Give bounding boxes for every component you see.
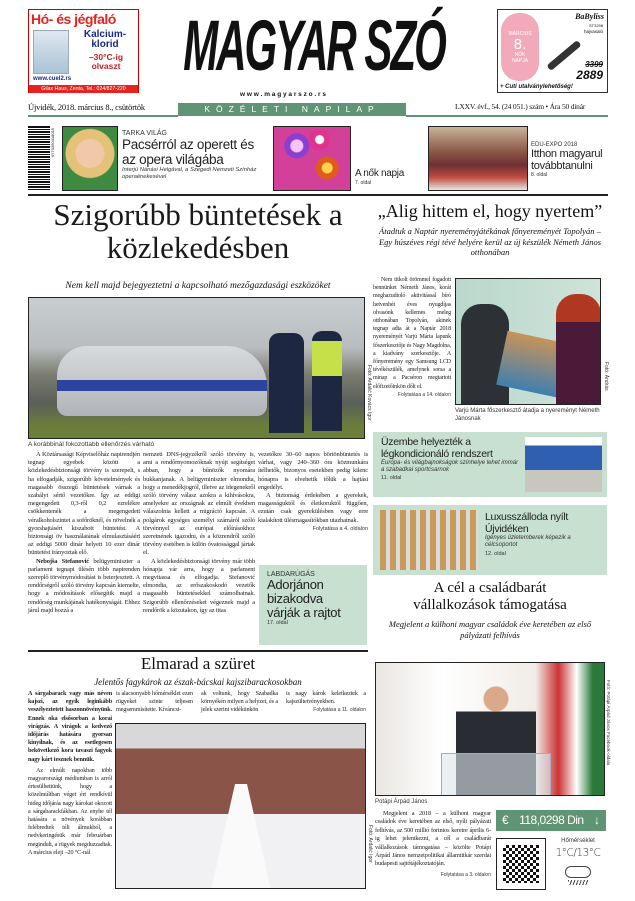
podium — [441, 753, 551, 796]
lead-headline[interactable]: Szigorúbb büntetések a közlekedésben — [53, 197, 343, 265]
prize-photo[interactable] — [455, 278, 601, 405]
website-url[interactable]: w w w . m a g y a r s z o . r s — [240, 91, 326, 98]
prize-subtitle: Átadtuk a Naptár nyereményjátékának főnyereményét Topolyán – Egy húszéves régi tévé helyére kerül az új készülék Németh János otthonában — [378, 226, 602, 257]
lead-col-2: nemzeti DNS-jegyzékről szóló törvény is, ami a rendőrnyomozóknak nyújt segítséget abban, hogy a bűnözők nyomára bukkanjanak. A belügyminiszter elmondta, hogy a menedékjogról, illetve az idegenekről szóló törvény válasz azokra a kihívásokra, amelyekre az országnak az elmúlt években válaszolnia kellett a migráció kapcsán. A polgárok egységes személyi számáról szóló törvénnyel az európai előírásokhoz szeretnének igazodni, és a közrendről szóló törvény esetében is külön óvatossággal jártak el. A közlekedésbiztonsági törvény már több hónapja vár arra, hogy a parlament megvitassa és elfogadja. Stefanović elmondta, az erőszakoskodó vezetők magasabb büntetésekkel számolhatnak. Szigorúbb ellenőrzéseket végeznek majd a rendőrök a közutakon, így az ittas — [143, 451, 255, 614]
ad-note: hajvasaló — [583, 29, 603, 34]
harvest-col-2: is alacsonyabb hőmérséklet ezen rügyeket szinte teljesen megsemmisítette. Kíváncsi- — [116, 690, 193, 714]
issue-info: LXXV. évf., 54. (24 051.) szám • Ára 50 dinár — [455, 102, 586, 111]
family-body: Megjelent a 2018 – a külhoni magyar családok éve keretében az első, nyílt pályázati felhívás, az 500 millió forintos keretre április 6-ig lehet jelentkezni, a cél a családbarát vállalkozások támogatása – közölte Potápi Árpád János nemzetpolitikai államtitkár szerdai budapesti sajtótájékoztatóján. Folytatása a 3. oldalon — [375, 810, 491, 878]
temperature: 1°C/13°C — [555, 847, 601, 859]
sport-box[interactable]: LABDARÚGÁS Adorjánon bizakodva várják a rajtot 17. oldal — [259, 565, 367, 645]
ad-model: ST3298 — [588, 23, 603, 28]
green-rule-right — [406, 115, 608, 117]
ad-title: Hó- és jégfaló — [31, 11, 116, 27]
harvest-subtitle: Jelentős fagykárok az észak-bácskai kajszibarackosokban — [94, 677, 302, 687]
lead-subtitle: Nem kell majd bejegyeztetni a kapcsolható mezőgazdasági eszközöket — [65, 281, 331, 291]
ad-product: Kalcium-klorid — [83, 29, 127, 50]
new-price: 2889 — [576, 68, 603, 82]
old-price: 3399 — [585, 60, 603, 69]
teaser-photo-singer[interactable] — [62, 126, 118, 191]
womens-day-badge: MÁRCIUS 8. NŐK NAPJA — [501, 13, 539, 81]
harvest-col-1: A sárgabarack vagy más néven kajszi, az egyik leginkább veszélyeztetett haszonnövényünk. Ennek oka elsősorban a korai virágzás. A virágok a kedvező időjárás hatására gyorsan kinyílnak, és az esetlegesen bekövetkező kora tavaszi fagyok nagy kárt tesznek bennük. Az elmúlt napokban több magyarországi médiumban is arról értesülhettünk, hogy a közelmúltban véget ért rendkívül hideg időjárás nagy károkat okozott a sárgabarackfákban. Az enyhe tél hatására a növények korábban felébredtek téli álmukból, a nedvkeringésük már februárban megindult, a rügyek megduzzadtak. A március eleji –20 °C-nál — [28, 690, 112, 856]
teaser-edu-expo[interactable]: EDU-EXPO 2018 Itthon magyarul továbbtanulni 8. oldal — [531, 142, 603, 178]
harvest-headline[interactable]: Elmarad a szüret — [140, 654, 256, 673]
box-luxury-hotel[interactable]: Luxusszálloda nyílt Újvidéken Igényes üzletemberek képezik a célcsoportot 12. oldal — [373, 505, 607, 575]
hotel-photo — [380, 510, 478, 570]
prize-headline[interactable]: „Alig hittem el, hogy nyertem” — [377, 201, 603, 221]
ad-calcium-chloride[interactable] — [28, 9, 139, 93]
sports-hall-photo — [525, 437, 602, 492]
prize-body: Nem titkolt örömmel fogadott bennünket Németh János, korát meghazudtoló aktivitással bíró hetvenhét éves nyugdíjas olvasónk kellemes meleg otthonában Topolyán, akinek tegnap adta át a Naptár 2018 nyereményét Varjú Márta lapunk főszerkesztője és Nagy Magdolna, a kiadvány szerkesztője. A főnyeremény egy Samsung LCD tévékészülék, amelynek sorsa a minap a Pacséron megtartott előfizetőinkön dőlt el. Folytatása a 14. oldalon — [373, 277, 451, 398]
harvest-col-3: ak voltunk, hogy Szabadka környékén milyen a helyzet, és a jelek szerint vidékünkön — [201, 690, 278, 714]
rain-drops-icon — [568, 880, 588, 885]
teaser-photo-expo[interactable] — [428, 126, 528, 191]
box-air-conditioning[interactable]: Üzembe helyezték a légkondicionáló rendszert Európa- és világbajnokságok színhelye lehet immár a szabadkai sportcsarnok 11. oldal — [373, 432, 607, 497]
ad-babyliss[interactable] — [497, 9, 608, 93]
lead-caption: A korábbinál fokozottabb ellenőrzés várható — [28, 441, 155, 448]
snowy-path — [211, 784, 271, 889]
barcode-number: 9770350418015 — [50, 128, 55, 157]
prize-caption: Varjú Márta főszerkesztő átadja a nyereményt Németh Jánosnak — [455, 408, 600, 422]
prize-photo-credit: Fotó: Ándrás — [603, 362, 609, 391]
exchange-rate-widget — [496, 810, 606, 831]
exchange-rate: 118,0298 Din — [519, 813, 584, 827]
tagline-bar: KÖZÉLETI NAPILAP — [178, 103, 406, 116]
rain-cloud-icon — [565, 866, 591, 878]
ad-address: Gilax Haus, Zenta, Tel.: 024/827-220 — [29, 85, 138, 93]
family-caption: Potápi Árpád János — [375, 799, 428, 805]
teaser-womens-day[interactable]: A nők napja 7. oldal — [355, 168, 404, 186]
ad-footer: + Cuti utalványlehetőség! — [500, 84, 573, 90]
arrow-down-icon: ↓ — [594, 813, 600, 827]
lead-photo-credit: Fotó: Ardalić Kovács Igor — [366, 365, 372, 421]
teaser-photo-flowers[interactable] — [273, 126, 351, 191]
barcode — [28, 126, 50, 190]
newspaper-logo[interactable]: MAGYAR SZÓ — [183, 5, 445, 86]
lead-photo-police[interactable] — [28, 297, 365, 439]
ad-brand: BaByliss — [575, 12, 604, 21]
lead-col-3: vezetőkre 30–60 napos börtönbüntetés is várhat, vagy 240–360 óra közmunkára ítélhetők, bizonyos esetekben pedig kilenc hónapra is elvehetik tőlük a hajtási engedélyt. A biztonság érdekében a gyerekek, magasságuktól és életkoruktól függően, ezután csak gyerekülésben vagy erre kialakított ülésmagasítókban utazhatnak. Folytatása a 4. oldalon — [258, 451, 368, 532]
harvest-photo-credit: Fotó: Ardalić Igor — [367, 825, 373, 863]
woman-figure — [556, 294, 601, 405]
harvest-photo-orchard[interactable] — [115, 723, 366, 889]
hair-straightener-image — [546, 40, 581, 71]
divider — [28, 650, 368, 652]
green-rule-left — [28, 115, 178, 117]
family-photo-credit: Fotó: Potápi Árpád János Facebook-oldala — [606, 680, 611, 766]
family-photo-speaker[interactable] — [375, 662, 605, 796]
harvest-col-4: is nagy károk keletkeztek a kajszültetvényekben. Folytatása a 11. oldalon — [286, 690, 366, 714]
family-headline[interactable]: A cél a családbarát vállalkozások támogatása — [413, 580, 567, 613]
police-car — [57, 346, 267, 416]
police-officer — [269, 333, 304, 433]
ad-url[interactable]: www.cuel2.rs — [33, 76, 72, 82]
euro-icon: € — [502, 813, 509, 827]
teaser-operett[interactable]: TARKA VILÁG Pacsérról az operett és az opera világába Interjú Nánási Helgával, a Szegedi Nemzeti Színház operaénekesével — [122, 130, 257, 180]
ad-temp: –30°C-ig olvaszt — [88, 52, 124, 71]
qr-code[interactable] — [496, 838, 546, 890]
date-line: Újvidék, 2018. március 8., csütörtök — [28, 102, 145, 112]
product-bag-image — [33, 30, 69, 74]
weather-label: Hőmérséklet — [561, 838, 595, 844]
police-officer-vest — [312, 331, 342, 431]
family-subtitle: Megjelent a külhoni magyar családok éve keretében az első pályázati felhívás — [388, 619, 592, 640]
lead-col-1: A Köztársasági Képviselőház napirendjén tegnap egyebek között a közlekedésbiztonsági törvény is szerepelt, s ha elfogadják, szigorúbb követelmények és magasabb összegű büntetések várnak a szabályt sértő vezetőkre. Így az eddigi megengedett 0,3-ről 0,2 ezrelékre csökkentenék a megengedett véralkoholszintet a sofőröknél, és növelnék a gyorshajtásért kiszabott büntetést. A biztonsági öv használatának elmulasztásáért az eddigi 5000 dinár helyett 10 ezer dinár büntetést irányoztak elő. Nebojša Stefanović belügyminiszter a parlament tegnapi ülésén több napirenden szereplő törvénymódosítást is beterjesztett. A rendőrségről szóló törvény kapcsán kiemelte, hogy a módosítások elősegítik majd a rendőrség munkájának hatékonyságát. Ehhez járul majd hozzá a — [28, 451, 140, 614]
divider — [28, 194, 608, 196]
